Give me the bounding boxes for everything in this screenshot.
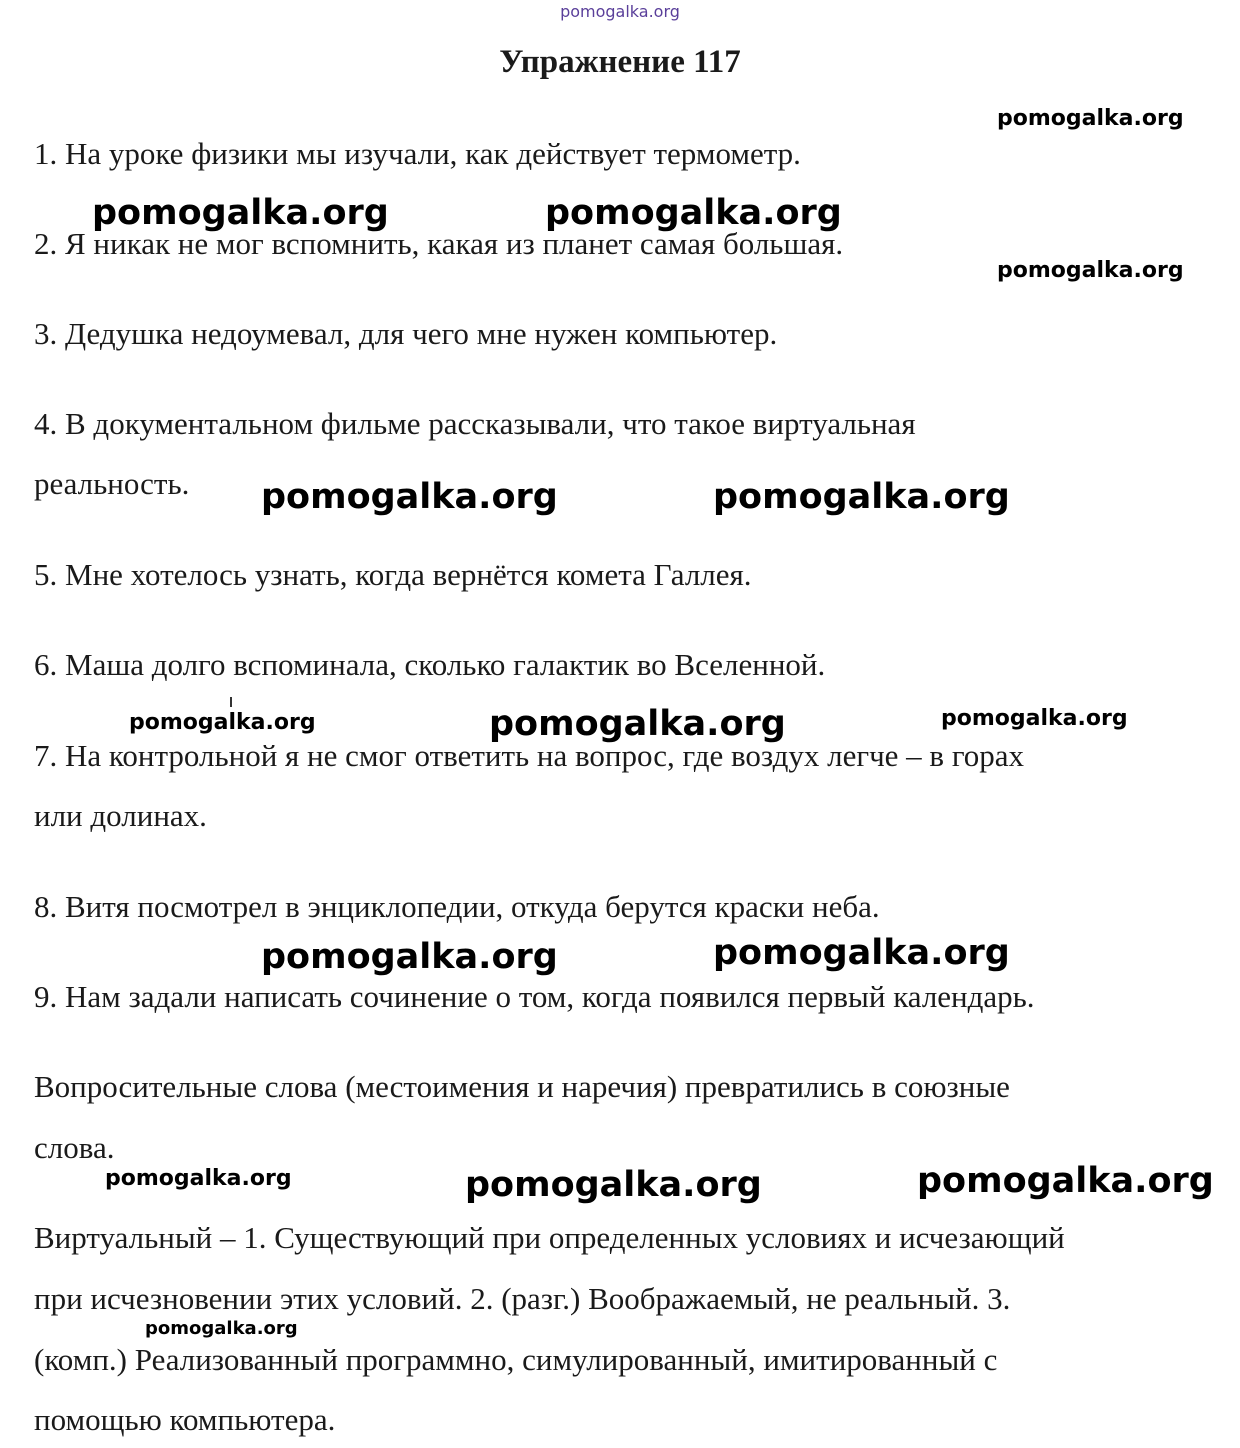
definition-line-1: Виртуальный – 1. Существующий при определенных условиях и исчезающий xyxy=(34,1220,1065,1255)
header-watermark: pomogalka.org xyxy=(560,2,680,21)
exercise-title: Упражнение 117 xyxy=(499,44,741,80)
sentence-1: 1. На уроке физики мы изучали, как действует термометр. xyxy=(34,136,801,171)
sentence-7-line-2: или долинах. xyxy=(34,798,207,833)
sentence-6: 6. Маша долго вспоминала, сколько галактик во Вселенной. xyxy=(34,647,826,682)
note-line-2: слова. xyxy=(34,1130,115,1165)
watermark: pomogalka.org xyxy=(129,710,316,735)
sentence-9: 9. Нам задали написать сочинение о том, когда появился первый календарь. xyxy=(34,979,1035,1014)
watermark: pomogalka.org xyxy=(917,1161,1214,1201)
watermark: pomogalka.org xyxy=(941,706,1128,731)
watermark: pomogalka.org xyxy=(489,704,786,744)
watermark: pomogalka.org xyxy=(997,106,1184,131)
sentence-4-line-1: 4. В документальном фильме рассказывали, что такое виртуальная xyxy=(34,406,916,441)
definition-line-2: при исчезновении этих условий. 2. (разг.) Воображаемый, не реальный. 3. xyxy=(34,1281,1011,1316)
stray-mark xyxy=(230,697,232,707)
sentence-4-line-2: реальность. xyxy=(34,466,190,501)
watermark: pomogalka.org xyxy=(997,258,1184,283)
sentence-5: 5. Мне хотелось узнать, когда вернётся комета Галлея. xyxy=(34,557,752,592)
watermark: pomogalka.org xyxy=(92,193,389,233)
sentence-7-line-1: 7. На контрольной я не смог ответить на вопрос, где воздух легче – в горах xyxy=(34,738,1025,773)
sentence-2: 2. Я никак не мог вспомнить, какая из планет самая большая. xyxy=(34,226,844,261)
definition-line-3: (комп.) Реализованный программно, симулированный, имитированный с xyxy=(34,1342,998,1377)
watermark: pomogalka.org xyxy=(465,1165,762,1205)
watermark: pomogalka.org xyxy=(105,1166,292,1191)
note-line-1: Вопросительные слова (местоимения и наречия) превратились в союзные xyxy=(34,1069,1010,1104)
watermark: pomogalka.org xyxy=(545,193,842,233)
watermark: pomogalka.org xyxy=(713,933,1010,973)
definition-line-4: помощью компьютера. xyxy=(34,1402,336,1437)
watermark: pomogalka.org xyxy=(145,1318,298,1339)
watermark: pomogalka.org xyxy=(261,477,558,517)
sentence-3: 3. Дедушка недоумевал, для чего мне нужен компьютер. xyxy=(34,316,778,351)
watermark: pomogalka.org xyxy=(713,477,1010,517)
sentence-8: 8. Витя посмотрел в энциклопедии, откуда берутся краски неба. xyxy=(34,889,880,924)
watermark: pomogalka.org xyxy=(261,937,558,977)
